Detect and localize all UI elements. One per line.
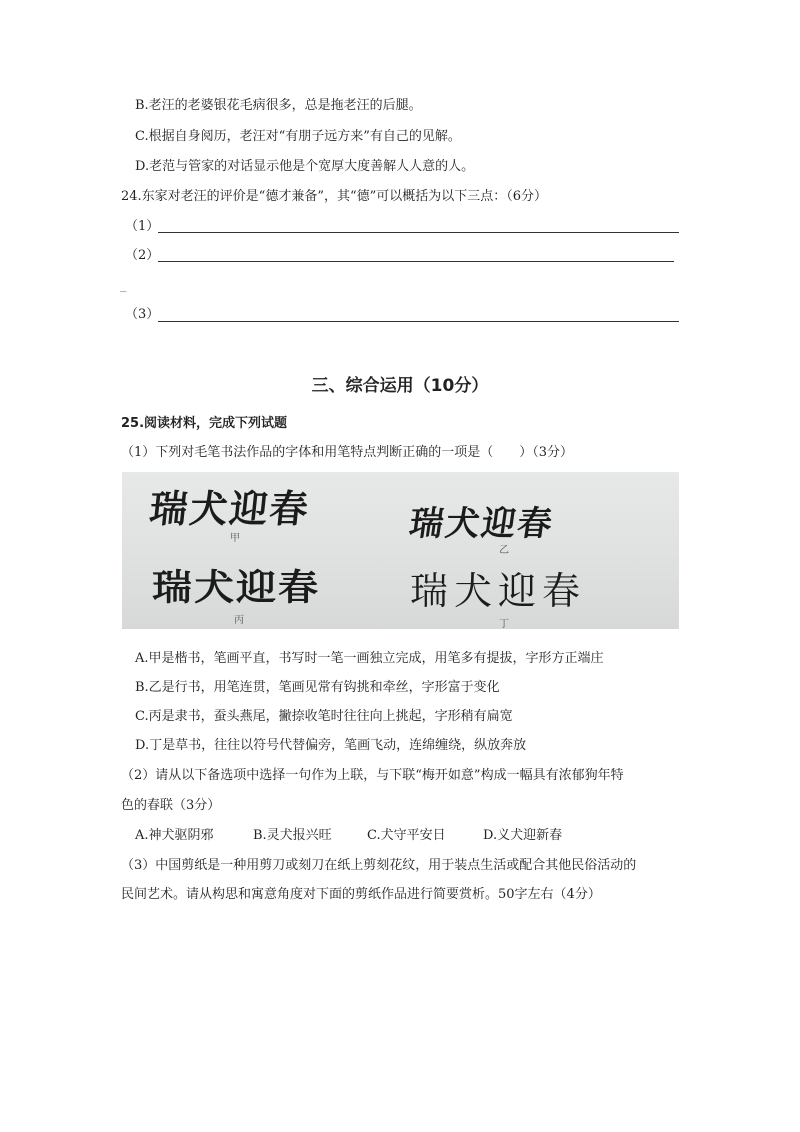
q25-part1-stem: （1）下列对毛笔书法作品的字体和用笔特点判断正确的一项是（ ）（3分） <box>121 445 574 460</box>
calligraphy-ding: 瑞犬迎春 <box>410 569 587 613</box>
caption-yi: 乙 <box>499 545 509 556</box>
q25-part2-stem-line1: （2）请从以下备选项中选择一句作为上联，与下联“梅开如意”构成一幅具有浓郁狗年特 <box>121 768 624 783</box>
q25-part2-option-d: D.义犬迎新春 <box>483 828 563 843</box>
q24-blank3-label: （3） <box>125 307 160 322</box>
q24-answer-line-1[interactable] <box>158 231 679 233</box>
q25-part1-option-c: C.丙是隶书，蚕头燕尾，撇捺收笔时往往向上挑起，字形稍有扁宽 <box>135 709 513 724</box>
calligraphy-bing: 瑞犬迎春 <box>152 566 320 608</box>
calligraphy-jia: 瑞犬迎春 <box>147 486 313 531</box>
q23-option-c: C.根据自身阅历，老汪对“有朋子远方来”有自己的见解。 <box>135 129 461 144</box>
q25-part3-stem-line1: （3）中国剪纸是一种用剪刀或刻刀在纸上剪刻花纹，用于装点生活或配合其他民俗活动的 <box>121 858 637 873</box>
q25-part1-option-d: D.丁是草书，往往以符号代替偏旁，笔画飞动，连绵缠绕，纵放奔放 <box>135 738 527 753</box>
q25-part1-option-b: B.乙是行书，用笔连贯，笔画见常有钩挑和牵丝，字形富于变化 <box>135 680 500 695</box>
calligraphy-yi: 瑞犬迎春 <box>406 504 557 544</box>
caption-bing: 丙 <box>234 615 244 626</box>
caption-ding: 丁 <box>499 619 509 630</box>
caption-jia: 甲 <box>230 533 240 544</box>
q25-part2-option-a: A.神犬驱阴邪 <box>135 828 214 843</box>
q25-title: 25.阅读材料，完成下列试题 <box>121 416 288 431</box>
section-title: 三、综合运用（10分） <box>311 376 489 396</box>
q25-part3-stem-line2: 民间艺术。请从构思和寓意角度对下面的剪纸作品进行简要赏析。50字左右（4分） <box>121 887 601 902</box>
q25-part2-option-c: C.犬守平安日 <box>367 828 446 843</box>
q24-answer-line-2[interactable] <box>158 260 674 262</box>
q25-part1-option-a: A.甲是楷书，笔画平直，书写时一笔一画独立完成，用笔多有提拔，字形方正端庄 <box>135 651 604 666</box>
q23-option-d: D.老范与管家的对话显示他是个宽厚大度善解人人意的人。 <box>135 159 475 174</box>
q24-stem: 24.东家对老汪的评价是“德才兼备”，其“德”可以概括为以下三点：（6分） <box>121 189 548 204</box>
calligraphy-photo <box>122 472 679 629</box>
q24-blank2-label: （2） <box>125 248 160 263</box>
q23-option-b: B.老汪的老婆银花毛病很多，总是拖老汪的后腿。 <box>135 98 422 113</box>
q25-part2-stem-line2: 色的春联（3分） <box>121 798 221 813</box>
q25-part2-option-b: B.灵犬报兴旺 <box>253 828 332 843</box>
q24-blank1-label: （1） <box>125 219 160 234</box>
q24-answer-line-3[interactable] <box>158 320 679 322</box>
q24-stray-mark: _ <box>120 278 127 293</box>
